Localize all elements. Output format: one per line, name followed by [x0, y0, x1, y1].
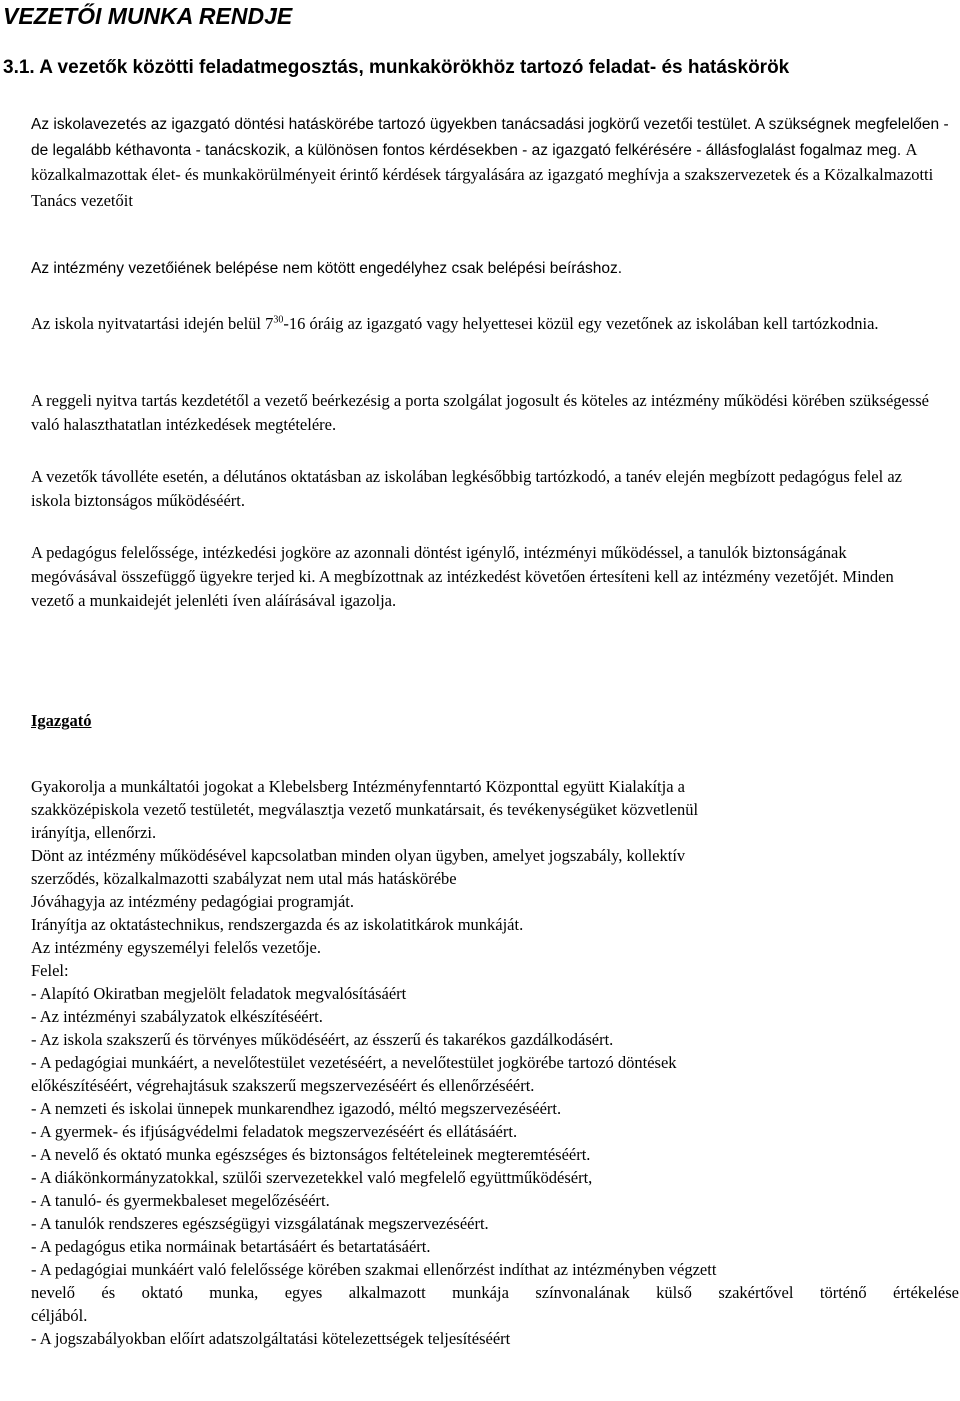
duty-line: - A jogszabályokban előírt adatszolgáltatási kötelezettségek teljesítéséért	[31, 1329, 511, 1348]
duty-line: Felel:	[31, 961, 69, 980]
duty-line: - A pedagógus etika normáinak betartásáért és betartatásáért.	[31, 1237, 431, 1256]
duty-line: - A tanulók rendszeres egészségügyi vizsgálatának megszervezéséért.	[31, 1214, 489, 1233]
duty-line: céljából.	[31, 1306, 88, 1325]
duty-line: Irányítja az oktatástechnikus, rendszergazda és az iskolatitkárok munkáját.	[31, 915, 524, 934]
director-duties	[31, 775, 959, 1350]
duty-line: Dönt az intézmény működésével kapcsolatban minden olyan ügyben, amelyet jogszabály, kollektív	[31, 846, 686, 865]
duty-line: Az intézmény egyszemélyi felelős vezetője.	[31, 938, 321, 957]
director-heading: Igazgató	[31, 711, 92, 730]
absence-paragraph: A vezetők távolléte esetén, a délutános oktatásban az iskolában legkésőbbig tartózkodó, a tanév elején megbízott pedagógus felel az iskola biztonságos működéséért.	[31, 467, 902, 510]
opening-hours-paragraph	[31, 312, 931, 336]
duty-line: - Az intézményi szabályzatok elkészítéséért.	[31, 1007, 323, 1026]
responsibility-paragraph: A pedagógus felelőssége, intézkedési jogköre az azonnali döntést igénylő, intézményi működéssel, a tanulók biztonságának megóvásával összefüggő ügyekre terjed ki. A megbízottnak az intézkedést követően értesíteni kell az intézmény vezetőjét. Minden vezető a munkaidejét jelenléti íven aláírásával igazolja.	[31, 543, 894, 610]
duty-line: előkészítéséért, végrehajtásuk szakszerű megszervezéséért és ellenőrzéséért.	[31, 1076, 535, 1095]
opening-hours-text-start: Az iskola nyitvatartási idején belül 7	[31, 314, 274, 333]
opening-hours-superscript: 30	[273, 314, 284, 326]
duty-line: nevelő és oktató munka, egyes alkalmazott munkája színvonalának külső szakértővel történő értékelése	[31, 1283, 959, 1302]
duty-line: - A gyermek- és ifjúságvédelmi feladatok megszervezéséért és ellátásáért.	[31, 1122, 518, 1141]
opening-hours-text-end: -16 óráig az igazgató vagy helyettesei közül egy vezetőnek az iskolában kell tartózkodnia.	[283, 314, 879, 333]
duty-line: - A pedagógiai munkáért való felelőssége körében szakmai ellenőrzést indíthat az intézményben végzett	[31, 1260, 717, 1279]
intro-paragraph	[31, 113, 956, 214]
page-title: VEZETŐI MUNKA RENDJE	[3, 3, 293, 29]
section-title: 3.1. A vezetők közötti feladatmegosztás, munkakörökhöz tartozó feladat- és hatáskörök	[3, 57, 790, 78]
duty-line: szakközépiskola vezető testületét, megválasztja vezető munkatársait, és tevékenységüket közvetlenül	[31, 800, 699, 819]
duty-line: - A pedagógiai munkáért, a nevelőtestület vezetéséért, a nevelőtestület jogkörébe tartozó döntések	[31, 1053, 677, 1072]
duty-line: irányítja, ellenőrzi.	[31, 823, 157, 842]
duty-line: szerződés, közalkalmazotti szabályzat nem utal más hatáskörébe	[31, 869, 457, 888]
duty-line: - Az iskola szakszerű és törvényes működéséért, az ésszerű és takarékos gazdálkodásért.	[31, 1030, 614, 1049]
duty-line: - Alapító Okiratban megjelölt feladatok megvalósításáért	[31, 984, 407, 1003]
entry-paragraph: Az intézmény vezetőiének belépése nem kötött engedélyhez csak belépési beíráshoz.	[31, 260, 623, 277]
duty-line: - A tanuló- és gyermekbaleset megelőzéséért.	[31, 1191, 330, 1210]
duty-line: Jóváhagyja az intézmény pedagógiai programját.	[31, 892, 354, 911]
duty-line: Gyakorolja a munkáltatói jogokat a Klebelsberg Intézményfenntartó Központtal együtt Kialakítja a	[31, 777, 685, 796]
duty-line: - A nemzeti és iskolai ünnepek munkarendhez igazodó, méltó megszervezéséért.	[31, 1099, 562, 1118]
intro-serif-text: A közalkalmazottak élet- és munkakörülményeit érintő kérdések tárgyalására az igazgató meghívja a szakszervezetek és a Közalkalmazotti Tanács vezetőit	[31, 139, 934, 210]
duty-line: - A nevelő és oktató munka egészséges és biztonságos feltételeinek megteremtéséért.	[31, 1145, 591, 1164]
duty-line: - A diákönkormányzatokkal, szülői szervezetekkel való megfelelő együttműködésért,	[31, 1168, 593, 1187]
morning-paragraph: A reggeli nyitva tartás kezdetétől a vezető beérkezésig a porta szolgálat jogosult és köteles az intézmény működési körében szükségessé való halaszthatatlan intézkedések megtételére.	[31, 391, 930, 434]
intro-sans-text: Az iskolavezetés az igazgató döntési hatáskörébe tartozó ügyekben tanácsadási jogkörű vezetői testület. A szükségnek megfelelően - de legalább kéthavonta - tanácskozik, a különösen fontos kérdésekben - az igazgató felkérésére - állásfoglalást fogalmaz meg.	[31, 116, 949, 159]
